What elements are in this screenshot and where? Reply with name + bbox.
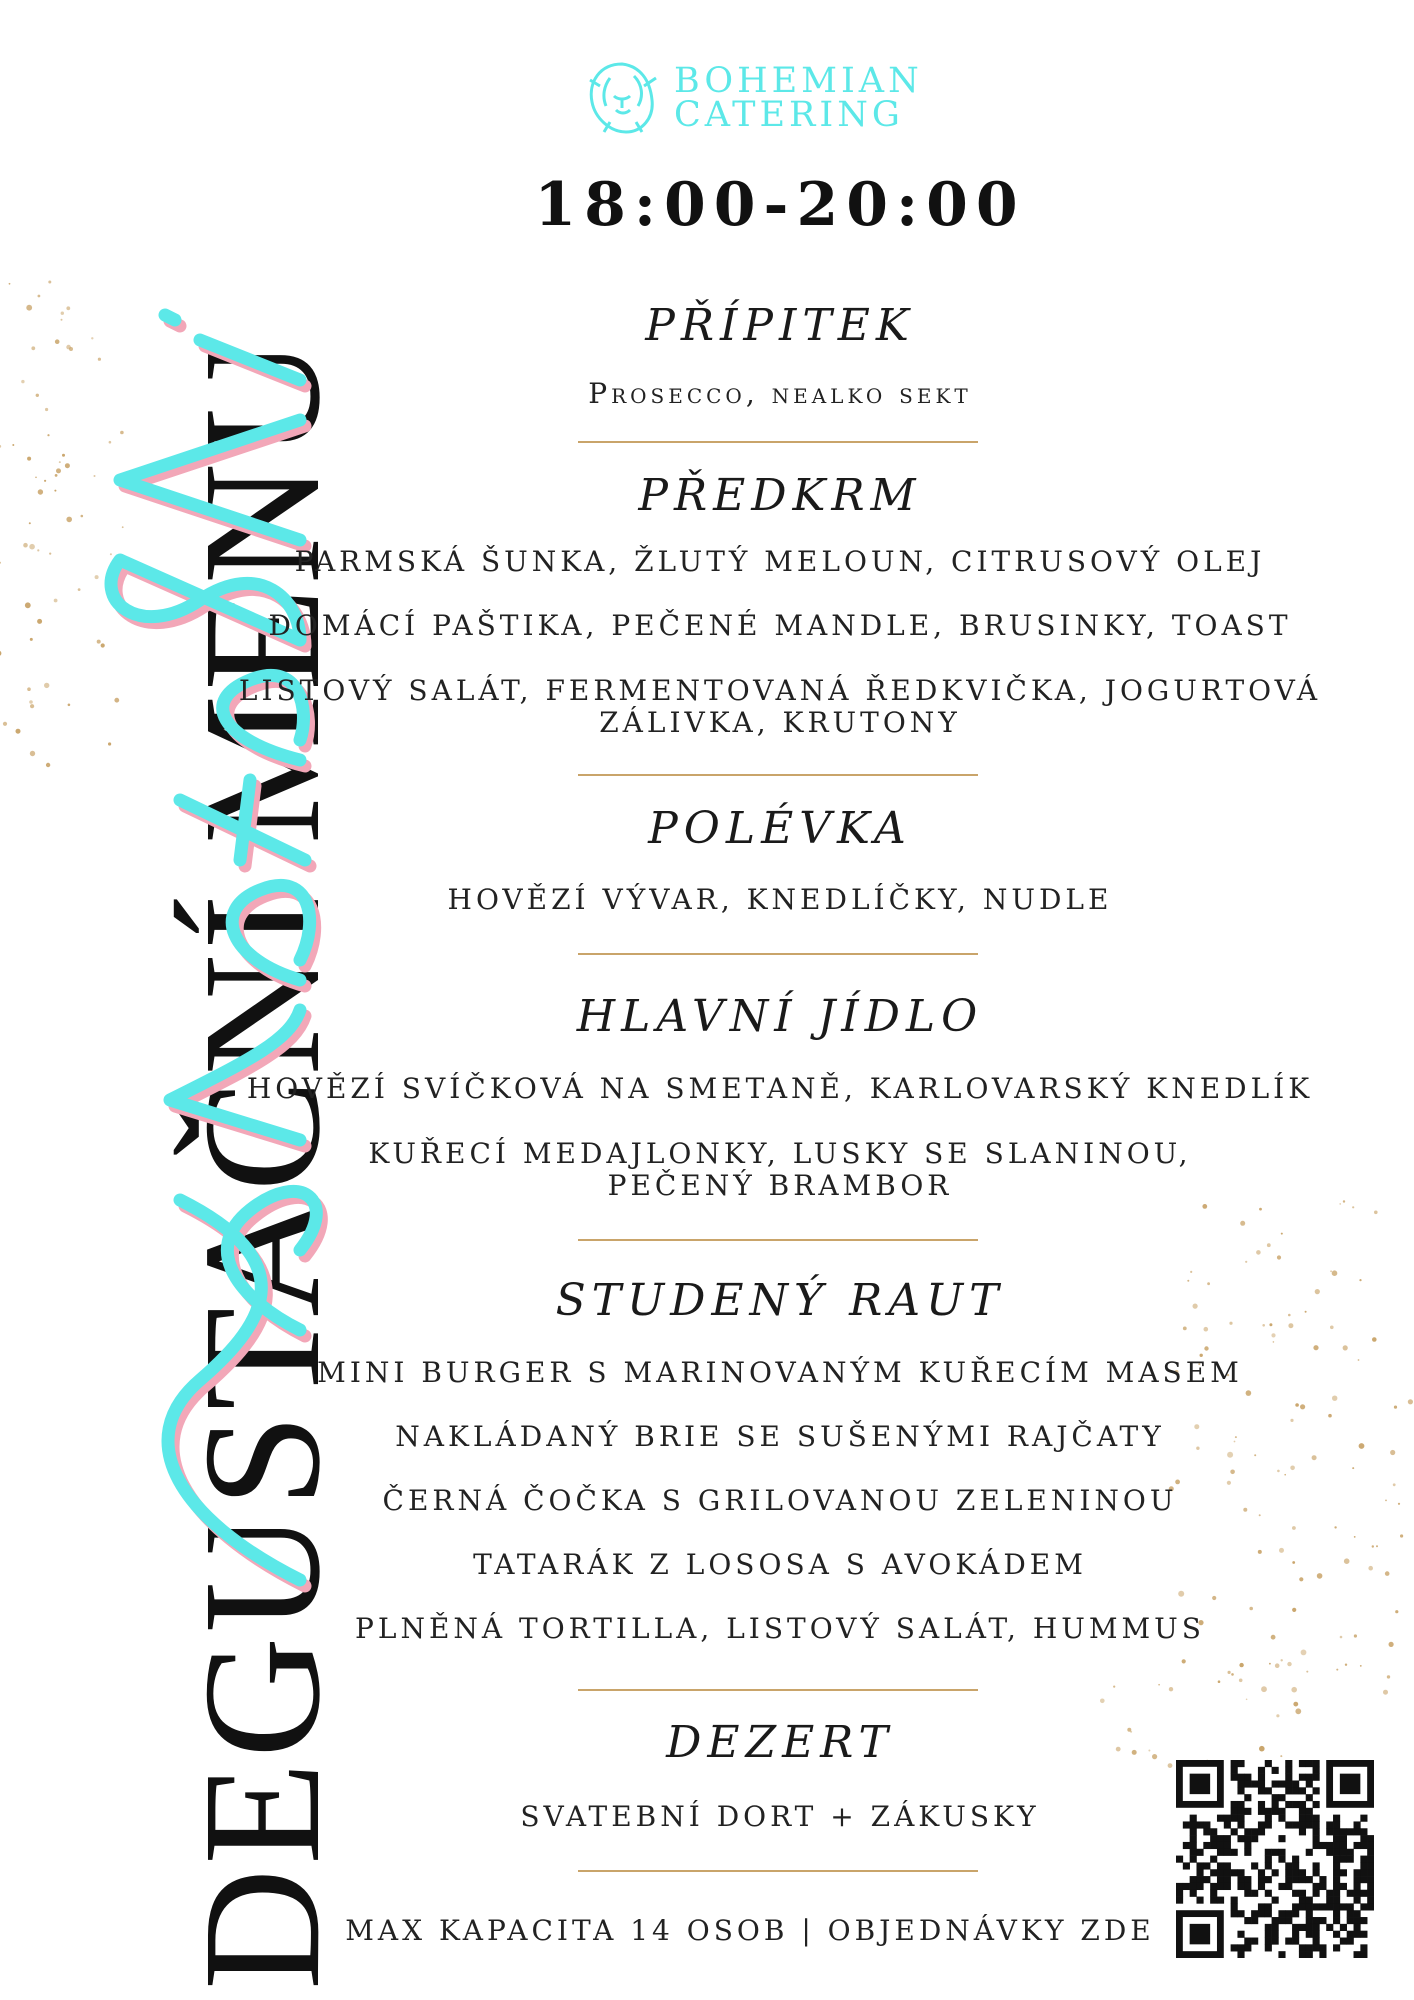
vertical-title: DEGUSTAČNÍ MENU [169,333,355,1990]
logo-line-2: CATERING [674,95,904,135]
menu-item: DOMÁCÍ PAŠTIKA, PEČENÉ MANDLE, BRUSINKY, TOAST [268,609,1292,642]
lion-head-icon [580,56,664,140]
section-title-pripitek: PŘÍPITEK [645,300,915,351]
menu-item: LISTOVÝ SALÁT, FERMENTOVANÁ ŘEDKVIČKA, JOGURTOVÁ [238,674,1322,707]
section-divider [578,953,978,955]
menu-item: ZÁLIVKA, KRUTONY [599,706,961,739]
section-divider [578,1689,978,1691]
section-divider [578,1239,978,1241]
qr-code-icon[interactable] [1176,1760,1374,1958]
footer-capacity-order: MAX KAPACITA 14 OSOB | OBJEDNÁVKY ZDE [345,1914,1155,1947]
menu-item: PARMSKÁ ŠUNKA, ŽLUTÝ MELOUN, CITRUSOVÝ OLEJ [294,545,1266,578]
section-divider [578,774,978,776]
menu-item: PEČENÝ BRAMBOR [607,1169,953,1202]
section-divider [578,441,978,443]
section-title-polevka: POLÉVKA [648,803,912,854]
section-divider [578,1870,978,1872]
menu-item: MINI BURGER S MARINOVANÝM KUŘECÍM MASEM [317,1356,1243,1389]
section-title-dezert: DEZERT [666,1717,894,1768]
section-title-predkrm: PŘEDKRM [638,470,922,521]
bohemian-catering-logo [580,56,923,140]
menu-item: TATARÁK Z LOSOSA S AVOKÁDEM [473,1548,1087,1581]
menu-item: KUŘECÍ MEDAJLONKY, LUSKY SE SLANINOU, [368,1137,1192,1170]
menu-item: SVATEBNÍ DORT + ZÁKUSKY [520,1800,1040,1833]
menu-item: Prosecco, nealko sekt [588,377,972,410]
menu-item: PLNĚNÁ TORTILLA, LISTOVÝ SALÁT, HUMMUS [355,1612,1205,1645]
section-title-studeny-raut: STUDENÝ RAUT [555,1275,1005,1326]
menu-item: HOVĚZÍ VÝVAR, KNEDLÍČKY, NUDLE [447,883,1113,916]
logo-line-1: BOHEMIAN [674,61,923,101]
menu-item: ČERNÁ ČOČKA S GRILOVANOU ZELENINOU [382,1484,1178,1517]
section-title-hlavni-jidlo: HLAVNÍ JÍDLO [576,991,984,1042]
menu-item: HOVĚZÍ SVÍČKOVÁ NA SMETANĚ, KARLOVARSKÝ KNEDLÍK [246,1072,1314,1105]
event-time: 18:00-20:00 [534,170,1026,240]
menu-item: NAKLÁDANÝ BRIE SE SUŠENÝMI RAJČATY [395,1420,1165,1453]
